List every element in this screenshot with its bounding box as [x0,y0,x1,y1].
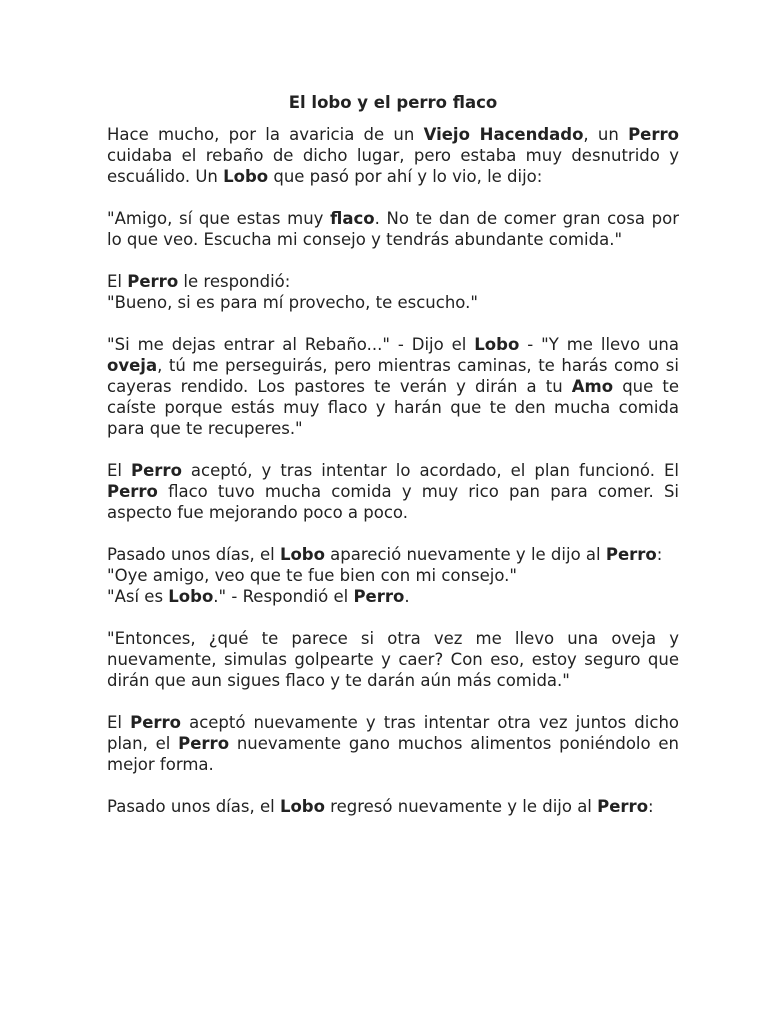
paragraph-line [107,713,679,774]
bold-text: Perro [178,734,230,753]
bold-text: Amo [571,377,614,396]
paragraph-line [107,797,654,816]
text-run: . No te dan de comer gran cosa por lo que veo. Escucha mi consejo y tendrás abundante comida." [107,209,679,249]
bold-text: Lobo [474,335,520,354]
bold-text: Perro [107,482,158,501]
text-run: que pasó por ahí y lo vio, le dijo: [268,167,543,186]
paragraph [107,460,679,523]
text-run: le respondió: [178,272,291,291]
text-run: , tú me perseguirás, pero mientras caminas, te harás como si cayeras rendido. Los pastores te verán y dirán a tu [107,356,679,396]
paragraph-line [107,271,679,292]
bold-text: flaco [330,209,375,228]
text-run: aceptó, y tras intentar lo acordado, el plan funcionó. El [181,461,679,480]
bold-text: Perro [353,587,405,606]
bold-text: Perro [605,545,657,564]
text-run: ." - Respondió el [213,587,354,606]
text-run: Pasado unos días, el [107,545,280,564]
text-run: nuevamente gano muchos alimentos poniéndolo en mejor forma. [107,734,679,774]
text-run: "Así es [107,587,169,606]
text-run: Hace mucho, por la avaricia de un [107,125,424,144]
bold-text: Perro [130,713,182,732]
text-run: cuidaba el rebaño de dicho lugar, pero estaba muy desnutrido y escuálido. Un [107,146,679,186]
text-run: "Entonces, ¿qué te parece si otra vez me llevo una oveja y nuevamente, simulas golpearte y caer? Con eso, estoy seguro que dirán que aun sigues flaco y te darán aún más comida." [107,629,679,690]
bold-text: Lobo [168,587,214,606]
paragraph [107,796,679,817]
paragraph-line [107,544,679,565]
paragraph-line [107,292,679,313]
paragraph-line [107,209,679,249]
paragraph [107,208,679,250]
document-title: El lobo y el perro flaco [288,93,498,112]
document-page [107,92,679,838]
text-run: El [107,713,131,732]
bold-text: Viejo Hacendado [423,125,584,144]
text-run: : [648,797,654,816]
bold-text: Lobo [223,167,269,186]
bold-text: Perro [127,272,179,291]
text-run: : [656,545,663,564]
text-run: regresó nuevamente y le dijo al [324,797,598,816]
bold-text: oveja [107,356,158,375]
text-run: "Bueno, si es para mí provecho, te escucho." [107,293,478,312]
paragraph-line [107,335,679,438]
paragraph-line [107,461,679,522]
text-run: El [107,461,132,480]
paragraph [107,271,679,313]
text-run: que te caíste porque estás muy flaco y harán que te den mucha comida para que te recuperes." [107,377,679,438]
paragraph [107,628,679,691]
paragraph-line [107,565,679,586]
paragraph-line [107,125,679,186]
paragraph-line [107,629,679,690]
bold-text: Lobo [279,545,325,564]
text-run: Pasado unos días, el [107,797,280,816]
paragraph [107,712,679,775]
document-body [107,124,679,817]
bold-text: Perro [597,797,649,816]
text-run: flaco tuvo mucha comida y muy rico pan para comer. Si aspecto fue mejorando poco a poco. [107,482,679,522]
text-run: , un [583,125,629,144]
text-run: "Si me dejas entrar al Rebaño..." - Dijo el [107,335,475,354]
text-run: aceptó nuevamente y tras intentar otra vez juntos dicho plan, el [107,713,679,753]
text-run: - "Y me llevo una [519,335,679,354]
paragraph [107,124,679,187]
bold-text: Lobo [279,797,325,816]
bold-text: Perro [131,461,182,480]
text-run: "Amigo, sí que estas muy [107,209,331,228]
bold-text: Perro [628,125,679,144]
paragraph-line [107,586,679,607]
text-run: "Oye amigo, veo que te fue bien con mi consejo." [107,566,517,585]
paragraph [107,544,679,607]
text-run: . [404,587,410,606]
paragraph [107,334,679,439]
text-run: El [107,272,128,291]
text-run: apareció nuevamente y le dijo al [324,545,606,564]
